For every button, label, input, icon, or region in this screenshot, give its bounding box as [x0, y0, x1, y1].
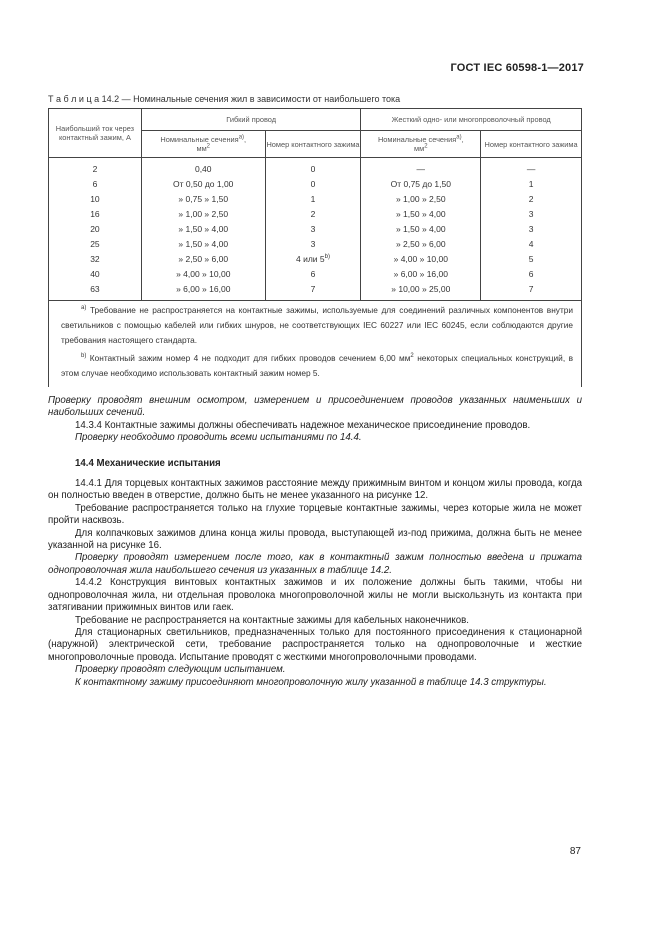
table-row: 16 » 1,00 » 2,50 2 » 1,50 » 4,00 3	[49, 207, 582, 222]
clause-14-4-2: 14.4.2 Конструкция винтовых контактных зажимов и их положение должны быть такими, чтобы ни однопроволочная жила, ни отдельная проволока многопроволочной жилы не могли выскользнуть из контакта при затягивании прижимных винтов или гаек.	[48, 577, 582, 614]
header-flex-cross-section: Номинальные сечения$^{а)}$, $мм^2$	[141, 131, 265, 158]
table-footnotes-row	[49, 301, 582, 388]
header-flexible: Гибкий провод	[141, 109, 361, 131]
paragraph: Для колпачковых зажимов длина конца жилы провода, выступающей из-под прижима, должна быть не менее указанной на рисунке 16.	[48, 527, 582, 552]
table-row: 40 » 4,00 » 10,00 6 » 6,00 » 16,00 6	[49, 267, 582, 282]
standard-header: ГОСТ IEC 60598-1—2017	[450, 62, 584, 74]
table-row: 32 » 2,50 » 6,00 4 или 5$^{b)}$ » 4,00 » 10,00 5	[49, 252, 582, 267]
paragraph: Для стационарных светильников, предназначенных только для постоянного присоединения к стационарной (наружной) электрической сети, требование распространяется только на однопроволочные и жесткие многопроволочные провода. Испытание проводят с жесткими многопроволочными проводами.	[48, 626, 582, 663]
body-text	[48, 395, 582, 689]
table-row: 10 » 0,75 » 1,50 1 » 1,00 » 2,50 2	[49, 192, 582, 207]
page-number: 87	[569, 846, 581, 857]
paragraph: Проверку проводят внешним осмотром, измерением и присоединением проводов указанных наименьших и наибольших сечений.	[48, 395, 582, 419]
paragraph: Проверку проводят следующим испытанием.	[75, 664, 286, 676]
footnote-b: $^{b)}$ Контактный зажим номер 4 не подходит для гибких проводов сечением 6,00 $мм^2$ некоторых специальных конструкций, в этом случае необходимо использовать контактный зажим номер 5.	[61, 353, 573, 378]
paragraph: К контактному зажиму присоединяют многопроволочную жилу указанной в таблице 14.3 структуры.	[75, 676, 547, 688]
clause-14-3-4: 14.3.4 Контактные зажимы должны обеспечивать надежное механическое присоединение проводов.	[75, 419, 531, 431]
header-flex-terminal: Номер контактного зажима	[265, 131, 361, 158]
paragraph: Проверку проводят измерением после того, как в контактный зажим полностью введена и прижата однопроволочная жила наибольшего сечения из указанных в таблице 14.2.	[48, 552, 582, 576]
table-row: 2 0,40 0 — —	[49, 158, 582, 178]
table-row: 6 От 0,50 до 1,00 0 От 0,75 до 1,50 1	[49, 177, 582, 192]
table-row: 63 » 6,00 » 16,00 7 » 10,00 » 25,00 7	[49, 282, 582, 301]
paragraph: Проверку необходимо проводить всеми испытаниями по 14.4.	[75, 432, 362, 444]
header-rigid-terminal: Номер контактного зажима	[481, 131, 582, 158]
header-rigid: Жесткий одно- или многопроволочный провод	[361, 109, 582, 131]
paragraph: Требование распространяется только на глухие торцевые контактные зажимы, через которые жила не может пройти насквозь.	[48, 502, 582, 527]
table-caption: Т а б л и ц а 14.2 — Номинальные сечения жил в зависимости от наибольшего тока	[48, 94, 401, 104]
table-row: 25 » 1,50 » 4,00 3 » 2,50 » 6,00 4	[49, 237, 582, 252]
section-title: 14.4 Механические испытания	[75, 457, 221, 469]
header-rigid-cross-section: Номинальные сечения$^{а)}$, $мм^2$	[361, 131, 481, 158]
cross-section-table	[48, 108, 582, 387]
paragraph: Требование не распространяется на контактные зажимы для кабельных наконечников.	[75, 614, 469, 626]
footnote-a: $^{а)}$ Требование не распространяется на контактные зажимы, используемые для соединений различных компонентов внутри светильников с помощью кабелей или гибких шнуров, не соответствующих IEC 60227 или IEC 60245, если соблюдаются другие требования настоящего стандарта.	[61, 305, 573, 345]
table-row: 20 » 1,50 » 4,00 3 » 1,50 » 4,00 3	[49, 222, 582, 237]
clause-14-4-1: 14.4.1 Для торцевых контактных зажимов расстояние между прижимным винтом и концом жилы провода, когда он полностью введен в отверстие, должно быть не менее указанного на рисунке 12.	[48, 478, 582, 502]
header-current: Наибольший ток через контактный зажим, А	[49, 109, 142, 158]
